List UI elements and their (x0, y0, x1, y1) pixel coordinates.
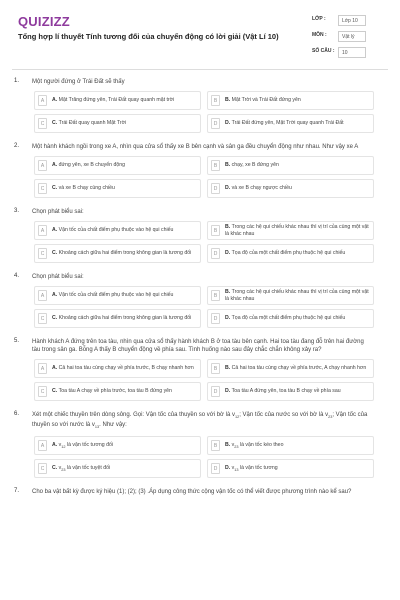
option-letter-badge: B (211, 440, 220, 451)
question-item (12, 78, 388, 133)
meta-row-subject (312, 32, 378, 45)
answer-option-b[interactable] (207, 156, 374, 175)
option-letter-badge: C (38, 463, 47, 474)
answer-option-c[interactable] (34, 114, 201, 133)
question-item (12, 273, 388, 328)
answer-option-d[interactable] (207, 382, 374, 401)
option-text: A. Vận tốc của chất điểm phụ thuộc vào hệ qui chiếu (52, 292, 174, 299)
option-text: B. Trong các hệ qui chiếu khác nhau thì vị trí của cùng một vật là khác nhau (225, 289, 369, 302)
option-letter-badge: C (38, 248, 47, 259)
option-letter-badge: A (38, 440, 47, 451)
option-text: D. Tọa độ của một chất điểm phụ thuộc hệ qui chiếu (225, 250, 346, 257)
meta-row-class (312, 16, 378, 29)
question-number: 3. (14, 208, 20, 214)
option-letter-badge: D (211, 313, 220, 324)
question-item (12, 338, 388, 401)
option-letter-badge: D (211, 248, 220, 259)
meta-label: MÔN : (312, 32, 327, 38)
option-text: A. $v_{12}$ là vận tốc tương đối (52, 441, 114, 449)
answer-option-d[interactable] (207, 459, 374, 478)
quizizz-logo[interactable]: QUIZIZZ (18, 14, 70, 29)
option-text: C. Trái Đất quay quanh Mặt Trời (52, 120, 127, 127)
option-text: D. Toa tàu A đứng yên, toa tàu B chạy về phía sau (225, 388, 341, 395)
answer-option-b[interactable] (207, 436, 374, 455)
answer-options (34, 91, 388, 133)
page-header (12, 0, 388, 70)
answer-option-b[interactable] (207, 359, 374, 378)
answer-option-a[interactable] (34, 286, 201, 305)
question-number: 7. (14, 488, 20, 495)
meta-value: Lớp 10 (338, 15, 366, 26)
answer-option-b[interactable] (207, 221, 374, 240)
answer-option-a[interactable] (34, 156, 201, 175)
option-text: C. và xe B chạy cùng chiều (52, 185, 115, 192)
question-number: 2. (14, 143, 20, 149)
meta-value: Vật lý (338, 31, 366, 42)
question-text: Một người đứng ở Trái Đất sẽ thấy (32, 79, 125, 85)
answer-option-d[interactable] (207, 244, 374, 263)
option-text: C. $v_{23}$ là vận tốc tuyệt đối (52, 464, 111, 472)
question-item (12, 143, 388, 198)
answer-option-d[interactable] (207, 179, 374, 198)
option-letter-badge: B (211, 363, 220, 374)
answer-option-a[interactable] (34, 359, 201, 378)
option-text: B. Trong các hệ qui chiếu khác nhau thì vị trí của cùng một vật là khác nhau (225, 224, 369, 237)
question-number: 6. (14, 411, 20, 417)
option-letter-badge: A (38, 290, 47, 301)
question-item (12, 488, 388, 496)
option-letter-badge: A (38, 95, 47, 106)
option-letter-badge: D (211, 183, 220, 194)
option-text: C. Toa tàu A chạy về phía trước, toa tàu B đứng yên (52, 388, 172, 395)
answer-option-c[interactable] (34, 309, 201, 328)
question-number: 1. (14, 78, 20, 84)
page-title: Tổng hợp lí thuyết Tính tương đối của chuyển động có lời giải (Vật Lí 10) (18, 32, 279, 41)
question-number: 5. (14, 338, 20, 344)
option-letter-badge: A (38, 363, 47, 374)
option-text: B. $v_{23}$ là vận tốc kéo theo (225, 441, 284, 449)
answer-option-a[interactable] (34, 436, 201, 455)
answer-option-d[interactable] (207, 114, 374, 133)
option-letter-badge: A (38, 225, 47, 236)
option-text: B. chạy, xe B đứng yên (225, 162, 279, 169)
option-letter-badge: D (211, 463, 220, 474)
option-letter-badge: D (211, 118, 220, 129)
answer-options (34, 436, 388, 478)
option-text: D. Trái Đất đứng yên, Mặt Trời quay quanh Trái Đất (225, 120, 344, 127)
answer-options (34, 286, 388, 328)
question-text: Chọn phát biểu sai: (32, 209, 84, 215)
answer-options (34, 359, 388, 401)
meta-row-count (312, 48, 378, 61)
answer-option-a[interactable] (34, 91, 201, 110)
option-text: B. Mặt Trời và Trái Đất đứng yên (225, 97, 301, 104)
answer-option-c[interactable] (34, 459, 201, 478)
answer-option-b[interactable] (207, 91, 374, 110)
option-text: C. Khoảng cách giữa hai điểm trong không gian là tương đối (52, 250, 192, 257)
question-text: Xét một chiếc thuyền trên dòng sông. Gọi: Vận tốc của thuyền so với bờ là $v_{12}$; Vận tốc của nước so với bờ là $v_{23}$; Vận tốc của thuyền so với nước là $v_{13}$. Như vậy: (32, 412, 368, 430)
answer-options (34, 221, 388, 263)
option-text: A. đứng yên, xe B chuyển động (52, 162, 125, 169)
meta-label: SỐ CÂU : (312, 48, 335, 54)
option-letter-badge: C (38, 118, 47, 129)
option-letter-badge: B (211, 95, 220, 106)
option-text: A. Mặt Trăng đứng yên, Trái Đất quay quanh mặt trời (52, 97, 175, 104)
answer-option-d[interactable] (207, 309, 374, 328)
answer-option-c[interactable] (34, 179, 201, 198)
answer-option-b[interactable] (207, 286, 374, 305)
question-text: Cho ba vật bất kỳ được ký hiệu (1); (2); (3) .Áp dụng công thức cộng vận tốc có thể viết được phương trình nào kể sau? (32, 489, 352, 496)
option-text: D. Tọa độ của một chất điểm phụ thuộc hệ qui chiếu (225, 315, 346, 322)
question-list (12, 70, 388, 496)
option-text: A. Cả hai toa tàu cùng chạy về phía trước, B chạy nhanh hơn (52, 365, 194, 372)
option-text: A. Vận tốc của chất điểm phụ thuộc vào hệ qui chiếu (52, 227, 174, 234)
answer-option-c[interactable] (34, 244, 201, 263)
question-text: Hành khách A đứng trên toa tàu, nhìn qua cửa sổ thấy hành khách B ở toa tàu bên cạnh. Hai toa tàu đang đỗ trên hai đường tàu trong sân ga. Bỗng A thấy B chuyển động về phía sau. Tình huống nào sau đây chắc chắn không xảy ra? (32, 339, 364, 353)
option-text: B. Cả hai toa tàu cùng chạy về phía trước, A chạy nhanh hơn (225, 365, 367, 372)
option-text: D. $v_{13}$ là vận tốc tương (225, 464, 278, 472)
question-text: Một hành khách ngồi trong xe A, nhìn qua cửa sổ thấy xe B bên cạnh và sân ga đều chuyển động như nhau. Như vậy xe A (32, 144, 359, 150)
meta-value: 10 (338, 47, 366, 58)
question-item (12, 411, 388, 478)
answer-option-a[interactable] (34, 221, 201, 240)
option-text: C. Khoảng cách giữa hai điểm trong không gian là tương đối (52, 315, 192, 322)
question-item (12, 208, 388, 263)
quiz-meta (312, 16, 378, 64)
option-text: D. và xe B chạy ngược chiều (225, 185, 292, 192)
answer-options (34, 156, 388, 198)
option-letter-badge: C (38, 313, 47, 324)
option-letter-badge: A (38, 160, 47, 171)
option-letter-badge: D (211, 386, 220, 397)
answer-option-c[interactable] (34, 382, 201, 401)
option-letter-badge: B (211, 225, 220, 236)
meta-label: LỚP : (312, 16, 326, 22)
question-text: Chọn phát biểu sai: (32, 274, 84, 280)
question-number: 4. (14, 273, 20, 279)
option-letter-badge: B (211, 290, 220, 301)
option-letter-badge: C (38, 183, 47, 194)
option-letter-badge: B (211, 160, 220, 171)
option-letter-badge: C (38, 386, 47, 397)
